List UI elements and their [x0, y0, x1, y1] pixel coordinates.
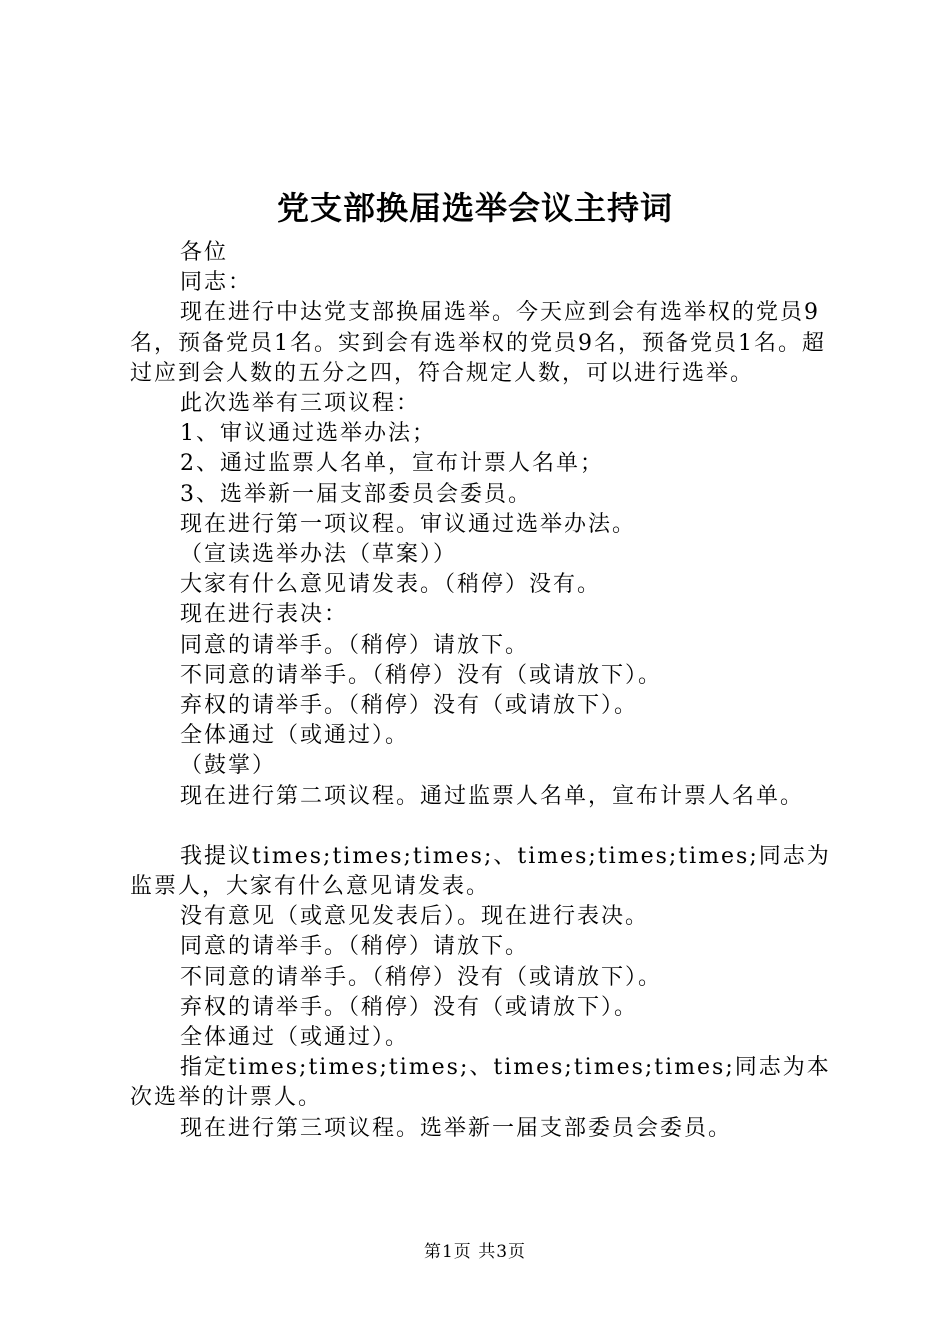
paragraph: 不同意的请举手。（稍停）没有（或请放下）。	[180, 662, 663, 688]
paragraph: （宣读选举办法（草案））	[180, 542, 458, 568]
page-footer: 第1页 共3页	[423, 1242, 527, 1262]
paragraph: 没有意见（或意见发表后）。现在进行表决。	[180, 904, 650, 930]
document-body	[130, 238, 835, 1144]
paragraph: 全体通过（或通过）。	[180, 723, 410, 749]
document-title: 党支部换届选举会议主持词	[276, 189, 673, 227]
paragraph: 各位	[180, 240, 229, 265]
paragraph: 同志：	[180, 270, 253, 296]
paragraph: 弃权的请举手。（稍停）没有（或请放下）。	[180, 693, 639, 719]
paragraph: 指定times;times;times;、times;times;times;同志为本次选举的计票人。	[130, 1055, 831, 1111]
paragraph: 不同意的请举手。（稍停）没有（或请放下）。	[180, 964, 663, 990]
paragraph: 同意的请举手。（稍停）请放下。	[180, 934, 530, 960]
paragraph: 现在进行表决：	[180, 602, 349, 628]
paragraph: 2、通过监票人名单，宣布计票人名单；	[180, 451, 604, 477]
paragraph: 同意的请举手。（稍停）请放下。	[180, 632, 530, 658]
paragraph: 弃权的请举手。（稍停）没有（或请放下）。	[180, 994, 639, 1020]
paragraph: 我提议times;times;times;、times;times;times;同志为监票人，大家有什么意见请发表。	[130, 843, 831, 900]
paragraph: 大家有什么意见请发表。（稍停）没有。	[180, 572, 602, 598]
paragraph: 现在进行第一项议程。审议通过选举办法。	[180, 511, 637, 537]
paragraph: （鼓掌）	[180, 753, 277, 779]
paragraph: 现在进行第二项议程。通过监票人名单，宣布计票人名单。	[180, 783, 805, 809]
paragraph: 现在进行中达党支部换届选举。今天应到会有选举权的党员9名，预备党员1名。实到会有选举权的党员9名，预备党员1名。超过应到会人数的五分之四，符合规定人数，可以进行选举。	[130, 300, 826, 386]
paragraph: 此次选举有三项议程：	[180, 391, 421, 417]
paragraph: 3、选举新一届支部委员会委员。	[180, 481, 532, 507]
paragraph: 现在进行第三项议程。选举新一届支部委员会委员。	[180, 1115, 733, 1141]
paragraph: 全体通过（或通过）。	[180, 1025, 410, 1051]
paragraph: 1、审议通过选举办法；	[180, 421, 436, 447]
